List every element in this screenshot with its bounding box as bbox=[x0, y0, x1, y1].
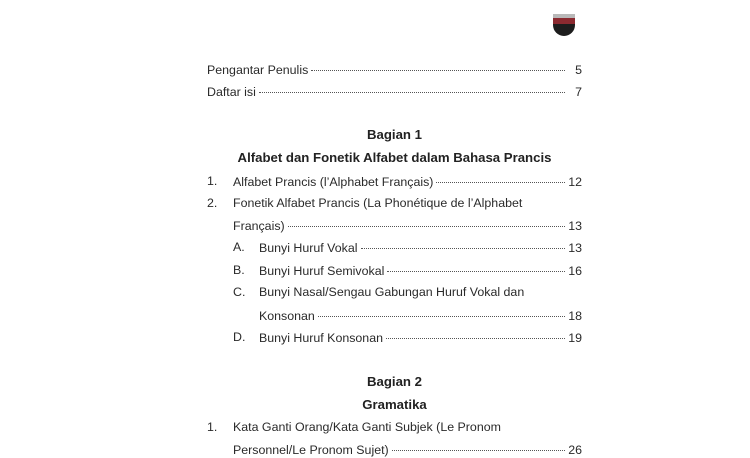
toc-entry-title-line2: Français) bbox=[233, 219, 285, 233]
subitem-letter: B. bbox=[233, 263, 245, 277]
item-number: 1. bbox=[207, 420, 218, 434]
toc-entry-fonetik[interactable] bbox=[233, 217, 582, 234]
toc-entry-alfabet[interactable] bbox=[233, 173, 582, 190]
section-label: Bagian 2 bbox=[367, 374, 422, 389]
toc-entry-title: Bunyi Huruf Konsonan bbox=[259, 331, 383, 345]
dot-leader bbox=[436, 170, 565, 183]
toc-entry-title: Daftar isi bbox=[207, 85, 256, 99]
toc-page-number: 7 bbox=[575, 85, 582, 99]
toc-page-number: 12 bbox=[568, 175, 582, 189]
toc-page-number: 16 bbox=[568, 264, 582, 278]
toc-page-number: 18 bbox=[568, 309, 582, 323]
toc-entry-title: Bunyi Huruf Vokal bbox=[259, 241, 358, 255]
dot-leader bbox=[387, 259, 565, 272]
subitem-letter: D. bbox=[233, 330, 246, 344]
section-title: Gramatika bbox=[362, 397, 427, 412]
dot-leader bbox=[288, 214, 565, 227]
dot-leader bbox=[318, 304, 565, 317]
toc-entry-title-line2: Konsonan bbox=[259, 309, 315, 323]
toc-entry-title-line1: Kata Ganti Orang/Kata Ganti Subjek (Le Pronom bbox=[233, 420, 501, 434]
toc-page-number: 26 bbox=[568, 443, 582, 457]
toc-entry-title: Pengantar Penulis bbox=[207, 63, 309, 77]
toc-page-number: 19 bbox=[568, 331, 582, 345]
toc-subentry-semivokal[interactable] bbox=[259, 262, 582, 279]
toc-page-number: 13 bbox=[568, 241, 582, 255]
toc-subentry-konsonan[interactable] bbox=[259, 329, 582, 346]
section-title: Alfabet dan Fonetik Alfabet dalam Bahasa Prancis bbox=[237, 150, 552, 165]
toc-entry-title-line2: Personnel/Le Pronom Sujet) bbox=[233, 443, 389, 457]
toc-page-number: 13 bbox=[568, 219, 582, 233]
toc-entry-daftar-isi[interactable] bbox=[207, 83, 582, 100]
section-label: Bagian 1 bbox=[367, 127, 422, 142]
toc-entry-title: Alfabet Prancis (l’Alphabet Français) bbox=[233, 175, 434, 189]
dot-leader bbox=[259, 80, 565, 93]
dot-leader bbox=[386, 326, 565, 339]
subitem-letter: A. bbox=[233, 240, 245, 254]
dot-leader bbox=[392, 438, 565, 451]
toc-entry-pengantar[interactable] bbox=[207, 61, 582, 78]
item-number: 1. bbox=[207, 174, 218, 188]
item-number: 2. bbox=[207, 196, 218, 210]
toc-entry-title: Bunyi Huruf Semivokal bbox=[259, 264, 385, 278]
toc-page-number: 5 bbox=[575, 63, 582, 77]
corner-logo-icon bbox=[553, 14, 575, 36]
subitem-letter: C. bbox=[233, 285, 246, 299]
toc-subentry-vokal[interactable] bbox=[259, 239, 582, 256]
toc-subentry-nasal[interactable] bbox=[259, 307, 582, 324]
toc-entry-title-line1: Bunyi Nasal/Sengau Gabungan Huruf Vokal dan bbox=[259, 285, 525, 299]
dot-leader bbox=[311, 58, 565, 71]
toc-entry-title-line1: Fonetik Alfabet Prancis (La Phonétique de l’Alphabet bbox=[233, 196, 523, 210]
dot-leader bbox=[361, 236, 566, 249]
